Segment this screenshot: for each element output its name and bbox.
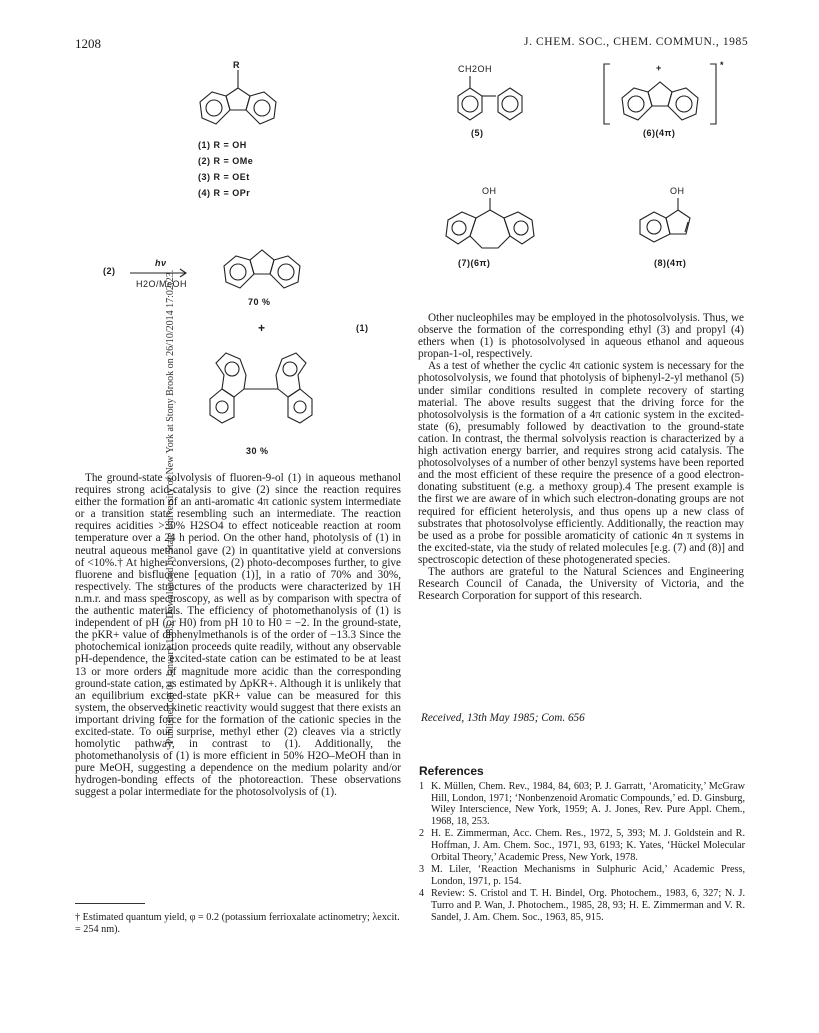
indenol-structure	[630, 196, 710, 248]
received-line: Received, 13th May 1985; Com. 656	[421, 712, 585, 724]
excited-state-star: *	[720, 60, 725, 70]
equation-number: (1)	[356, 323, 369, 333]
reference-number: 1	[419, 781, 425, 792]
c8-substituent: OH	[670, 186, 685, 196]
substituent-r: R	[233, 60, 240, 70]
fluorene-r-structure	[188, 62, 288, 136]
compound-label-4: (4) R = OPr	[198, 188, 251, 198]
dibenzotropyl-structure	[432, 196, 548, 258]
right-paragraph-3: The authors are grateful to the Natural Sciences and Engineering Research Council of Canada, the University of Victoria, and the Research Corporation for support of this research.	[418, 565, 744, 603]
journal-header: J. CHEM. SOC., CHEM. COMMUN., 1985	[524, 36, 749, 48]
c5-substituent: CH2OH	[458, 64, 493, 74]
fluorene-yield: 70 %	[248, 297, 271, 307]
c8-label: (8)(4π)	[654, 258, 687, 268]
reactant-label: (2)	[103, 266, 116, 276]
download-watermark: Published on 01 January 1985. Downloaded by State University of New York at Stony Brook on 26/10/2014 17:02:23.	[165, 269, 176, 745]
right-paragraph-2: As a test of whether the cyclic 4π cationic system is necessary for the photosolvolysis, we found that photolysis of biphenyl-2-yl methanol (5) under similar conditions resulted in complete recovery of starting material. The above results suggest that the driving force for the photosolvolysis is the formation of a 4π cationic system in the excited-state (6), presumably followed by deactivation to the ground-state cation. In contrast, the thermal solvolysis reaction is characterized by a high activation energy barrier, and requires strong acid catalysis. The photosolvolyses of a number of other benzyl systems have been reported and the most efficient of these require the presence of a good electron-donating substituent (e.g. a methoxy group).4 The present example is the first we are aware of in which such electron-donating groups are not required for efficient heterolysis, and thus opens up a new class of substrates that photosolvolyse efficiently. Additionally, the reaction may be used as a probe for possible aromaticity of cationic 4n π systems in the excited-state, via the study of related molecules [e.g. (7) and (8)] and spectroscopic detection of these photogenerated species.	[418, 360, 744, 566]
reference-number: 4	[419, 888, 425, 900]
references-heading: References	[419, 764, 484, 778]
biphenylmethanol-structure	[430, 74, 540, 126]
c7-substituent: OH	[482, 186, 497, 196]
cation-charge: +	[656, 63, 662, 73]
arrow-top-label: hν	[155, 258, 167, 268]
fluorene-structure	[212, 238, 312, 298]
references-list	[419, 781, 745, 924]
c7-label: (7)(6π)	[458, 258, 491, 268]
reference-item	[419, 864, 745, 887]
page-number: 1208	[75, 36, 101, 51]
bisfluorene-structure	[196, 345, 326, 445]
fluorenyl-cation-structure	[598, 62, 728, 128]
reference-item	[419, 828, 745, 863]
compound-label-3: (3) R = OEt	[198, 172, 250, 182]
compound-label-2: (2) R = OMe	[198, 156, 254, 166]
footnote: † Estimated quantum yield, φ = 0.2 (potassium ferrioxalate actinometry; λexcit. = 254 nm).	[75, 912, 400, 935]
compound-label-1: (1) R = OH	[198, 140, 247, 150]
left-column	[75, 472, 401, 799]
reference-item	[419, 781, 745, 827]
plus-sign: +	[258, 321, 266, 335]
reference-text: H. E. Zimmerman, Acc. Chem. Res., 1972, 5, 393; M. J. Goldstein and R. Hoffman, J. Am. Chem. Soc., 1971, 93, 6193; K. Yates, ‘Hückel Molecular Orbital Theory,’ Academic Press, New York, 1978.	[431, 828, 745, 863]
c6-label: (6)(4π)	[643, 128, 676, 138]
reference-number: 2	[419, 828, 425, 840]
reference-text: M. Liler, ‘Reaction Mechanisms in Sulphuric Acid,’ Academic Press, London, 1971, p. 154.	[431, 864, 745, 887]
reaction-arrow	[128, 268, 190, 278]
reference-text: Review: S. Cristol and T. H. Bindel, Org. Photochem., 1983, 6, 327; N. J. Turro and P. Wan, J. Photochem., 1985, 28, 93; H. E. Zimmerman and V. R. Sandel, J. Am. Chem. Soc., 1963, 85, 915.	[431, 888, 745, 923]
bisfluorene-yield: 30 %	[246, 446, 269, 456]
reference-text: K. Müllen, Chem. Rev., 1984, 84, 603; P. J. Garratt, ‘Aromaticity,’ McGraw Hill, London, 1971; ‘Nonbenzenoid Aromatic Compounds,’ ed. D. Ginsburg, Wiley Interscience, New York, 1959; A. J. Jones, Rev. Pure Appl. Chem., 1968, 18, 253.	[431, 781, 745, 827]
arrow-bottom-label: H2O/MeOH	[136, 279, 188, 289]
right-paragraph-1: Other nucleophiles may be employed in the photosolvolysis. Thus, we observe the formation of the corresponding ethyl (3) and propyl (4) ethers when (1) is photosolvolysed in aqueous ethanol and aqueous propan-1-ol, respectively.	[418, 312, 744, 361]
reference-item	[419, 888, 745, 923]
footnote-rule	[75, 903, 145, 904]
right-column	[418, 312, 744, 602]
reference-number: 3	[419, 864, 425, 876]
c5-label: (5)	[471, 128, 484, 138]
left-paragraph: The ground-state solvolysis of fluoren-9-ol (1) in aqueous methanol requires strong acid-catalysis to give (2) since the reaction requires either the formation of an anti-aromatic 4π cationic system intermediate or a transition state resembling such an intermediate. The reaction requires acidities >30% H2SO4 to effect noticeable reaction at room temperature over a 24 h period. On the other hand, photolysis of (1) in neutral aqueous methanol gave (2) in quantitative yield at conversions of <10%.† At higher conversions, (2) photo-decomposes further, to give fluorene and bisfluorene [equation (1)], in a ratio of 70% and 30%, respectively. The structures of the products were characterized by 1H n.m.r. and mass spectroscopy, as well as by comparison with spectra of the authentic materials. The efficiency of photomethanolysis of (1) is independent of pH (or H0) from pH 10 to H0 = −2. In the ground-state, the pKR+ value of diphenylmethanols is of the order of −13.3 Since the photochemical ionization proceeds quite readily, without any observable pH-dependence, the excited-state cation can be estimated to be at least 13 or more orders of magnitude more acidic than the corresponding ground-state cation, as estimated by ΔpKR+. Although it is unlikely that an equilibrium excited-state pKR+ value can be measured for this system, the observed kinetic reactivity would suggest that there exists an important driving force for the formation of the cationic species in the excited-state. To our surprise, methyl ether (2) cleaves via a strictly homolytic pathway, in contrast to (1). Additionally, the photomethanolysis of (1) is more efficient in 50% H2O–MeOH than in pure MeOH, suggesting a dependence on the medium polarity and/or hydrogen-bonding effects of the photoreaction. These observations suggest a polar intermediate for the photosolvolysis of (1).	[75, 472, 401, 799]
